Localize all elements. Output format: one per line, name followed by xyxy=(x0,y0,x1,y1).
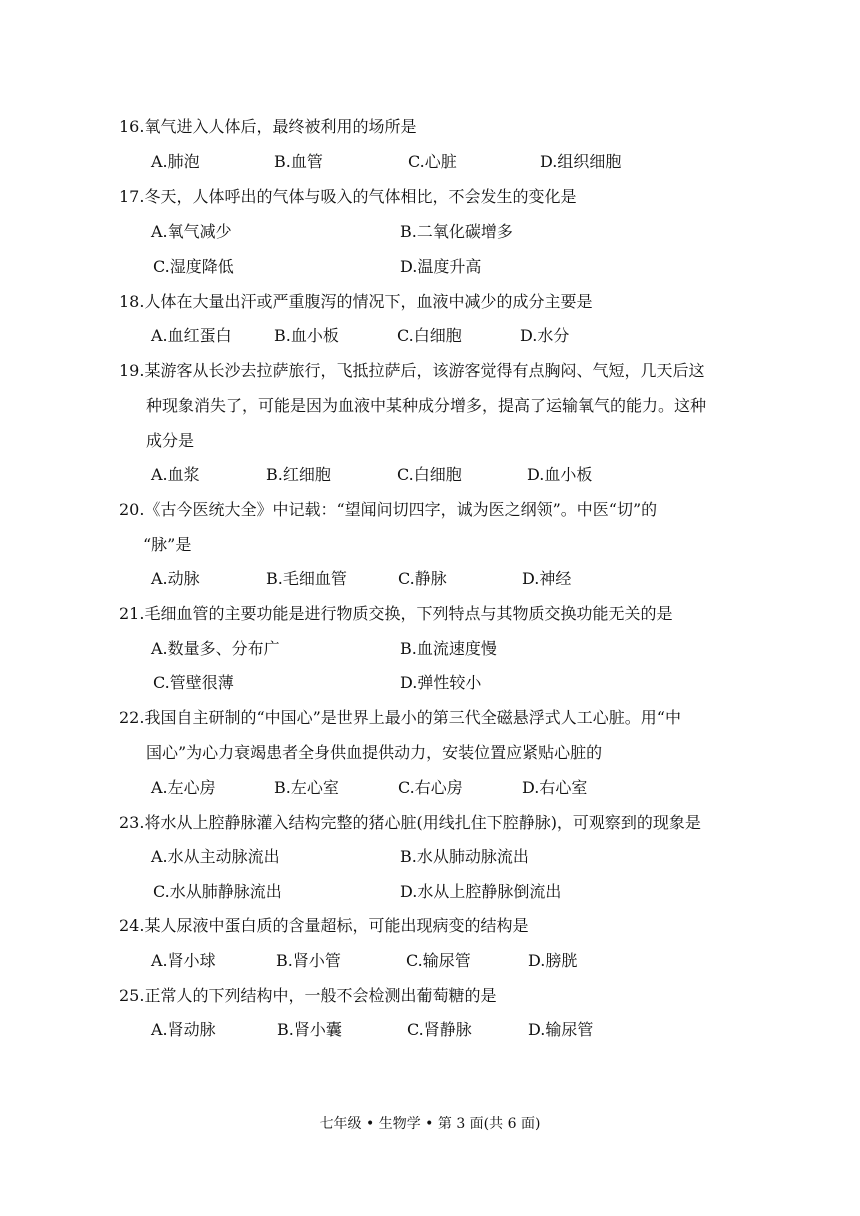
option-d: D.温度升高 xyxy=(400,257,482,276)
option-c: C.水从肺静脉流出 xyxy=(153,882,282,901)
option-d: D.弹性较小 xyxy=(400,673,482,692)
option-b: B.血流速度慢 xyxy=(400,639,497,658)
option-b: B.血小板 xyxy=(274,326,339,345)
option-a: A.肺泡 xyxy=(151,152,200,171)
question-stem-continued: 成分是 xyxy=(146,431,195,450)
option-c: C.静脉 xyxy=(398,569,447,588)
question-stem: 24.某人尿液中蛋白质的含量超标，可能出现病变的结构是 xyxy=(119,916,529,935)
option-b: B.红细胞 xyxy=(266,465,331,484)
option-a: A.动脉 xyxy=(151,569,200,588)
option-c: C.白细胞 xyxy=(397,326,462,345)
option-c: C.心脏 xyxy=(408,152,457,171)
option-c: C.输尿管 xyxy=(406,951,471,970)
option-a: A.肾动脉 xyxy=(151,1020,216,1039)
option-a: A.血浆 xyxy=(151,465,200,484)
option-c: C.右心房 xyxy=(398,778,463,797)
option-a: A.数量多、分布广 xyxy=(151,639,280,658)
question-stem-continued: 国心”为心力衰竭患者全身供血提供动力，安装位置应紧贴心脏的 xyxy=(146,743,603,762)
option-c: C.肾静脉 xyxy=(407,1020,472,1039)
option-b: B.血管 xyxy=(274,152,323,171)
option-d: D.水分 xyxy=(520,326,570,345)
question-stem: 21.毛细血管的主要功能是进行物质交换，下列特点与其物质交换功能无关的是 xyxy=(119,604,673,623)
option-b: B.肾小管 xyxy=(276,951,341,970)
question-stem: 22.我国自主研制的“中国心”是世界上最小的第三代全磁悬浮式人工心脏。用“中 xyxy=(119,708,681,727)
question-stem: 19.某游客从长沙去拉萨旅行，飞抵拉萨后，该游客觉得有点胸闷、气短，几天后这 xyxy=(119,361,705,380)
question-stem: 16.氧气进入人体后，最终被利用的场所是 xyxy=(119,117,417,136)
question-stem: 25.正常人的下列结构中，一般不会检测出葡萄糖的是 xyxy=(119,986,497,1005)
option-a: A.氧气减少 xyxy=(151,222,232,241)
question-stem: 20.《古今医统大全》中记载：“望闻问切四字，诚为医之纲领”。中医“切”的 xyxy=(119,500,658,519)
question-stem-continued: “脉”是 xyxy=(143,535,192,554)
option-b: B.左心室 xyxy=(274,778,339,797)
option-d: D.神经 xyxy=(522,569,572,588)
page-footer: 七年级 • 生物学 • 第 3 面(共 6 面) xyxy=(319,1116,541,1132)
option-d: D.水从上腔静脉倒流出 xyxy=(400,882,562,901)
question-stem-continued: 种现象消失了，可能是因为血液中某种成分增多，提高了运输氧气的能力。这种 xyxy=(146,396,707,415)
option-d: D.组织细胞 xyxy=(540,152,622,171)
option-c: C.白细胞 xyxy=(397,465,462,484)
option-b: B.二氧化碳增多 xyxy=(400,222,513,241)
option-d: D.右心室 xyxy=(522,778,588,797)
question-stem: 17.冬天，人体呼出的气体与吸入的气体相比，不会发生的变化是 xyxy=(119,187,577,206)
option-b: B.水从肺动脉流出 xyxy=(400,847,529,866)
option-b: B.毛细血管 xyxy=(266,569,347,588)
option-d: D.血小板 xyxy=(527,465,593,484)
option-d: D.输尿管 xyxy=(528,1020,594,1039)
option-c: C.管壁很薄 xyxy=(153,673,234,692)
option-b: B.肾小囊 xyxy=(277,1020,342,1039)
option-a: A.左心房 xyxy=(151,778,216,797)
option-d: D.膀胱 xyxy=(528,951,578,970)
question-stem: 18.人体在大量出汗或严重腹泻的情况下，血液中减少的成分主要是 xyxy=(119,292,593,311)
option-c: C.湿度降低 xyxy=(153,257,234,276)
option-a: A.血红蛋白 xyxy=(151,326,232,345)
question-stem: 23.将水从上腔静脉灌入结构完整的猪心脏(用线扎住下腔静脉)，可观察到的现象是 xyxy=(119,813,701,832)
option-a: A.肾小球 xyxy=(151,951,216,970)
option-a: A.水从主动脉流出 xyxy=(151,847,280,866)
